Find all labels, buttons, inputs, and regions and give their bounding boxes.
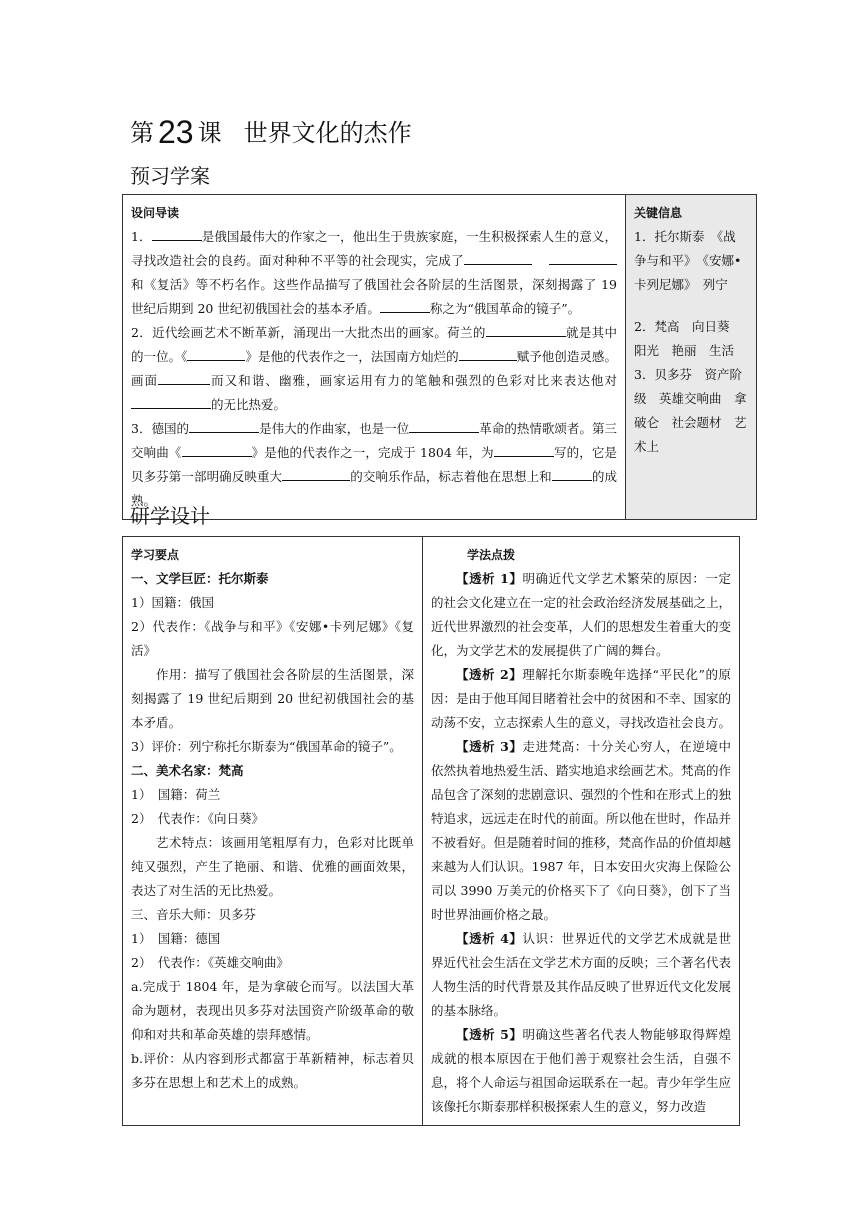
- blank[interactable]: [459, 345, 517, 361]
- lesson-subtitle: 世界文化的杰作: [243, 119, 412, 147]
- blank[interactable]: [486, 321, 566, 337]
- analysis-5: 【透析 5】明确这些著名代表人物能够取得辉煌成就的根本原因在于他们善于观察社会生活，自强不息，将个人命运与祖国命运联系在一起。青少年学生应该像托尔斯泰那样积极探索人生的意义，努力改造: [431, 1027, 732, 1114]
- section-2-nationality: 1） 国籍：荷兰: [131, 787, 221, 802]
- key-info-heading: 关键信息: [634, 206, 683, 220]
- blank[interactable]: [409, 417, 479, 433]
- blank[interactable]: [282, 465, 350, 481]
- study-points-cell: [123, 537, 423, 1126]
- blank[interactable]: [494, 441, 554, 457]
- blank[interactable]: [152, 225, 202, 241]
- study-points-heading: 学习要点: [131, 548, 180, 562]
- section-3-note-b: b.评价：从内容到形式都富于革新精神，标志着贝多芬在思想上和艺术上的成熟。: [131, 1051, 414, 1090]
- question-2: 2．近代绘画艺术不断革新，涌现出一大批杰出的画家。荷兰的 就是其中的一位。《 》是他的代表作之一，法国南方灿烂的 赋予他创造灵感。画面 而又和谐、幽雅，画家运用有力的笔触和强烈的色彩对比来表达他对的无比热爱。: [131, 321, 617, 417]
- preview-table: [122, 194, 757, 520]
- section-1-title: 一、文学巨匠：托尔斯泰: [131, 571, 269, 586]
- section-2-works: 2） 代表作：《向日葵》: [131, 811, 264, 826]
- blank[interactable]: [552, 465, 592, 481]
- method-tips-cell: [423, 537, 740, 1126]
- title-suffix: 课: [197, 119, 222, 147]
- blank[interactable]: [380, 297, 430, 313]
- key-info-1: 1．托尔斯泰 《战争与和平》 《安娜•卡列尼娜》 列宁: [634, 229, 742, 292]
- blank[interactable]: [182, 441, 252, 457]
- section-1-evaluation: 3）评价：列宁称托尔斯泰为“俄国革命的镜子”。: [131, 739, 402, 754]
- question-guide-heading: 设问导读: [131, 206, 180, 220]
- study-table: [122, 536, 740, 1126]
- blank[interactable]: [187, 345, 245, 361]
- lesson-title: [130, 112, 412, 149]
- section-3-works: 2） 代表作：《英雄交响曲》: [131, 955, 289, 970]
- key-info-2: 2．梵高 向日葵 阳光 艳丽 生活: [634, 319, 742, 358]
- section-2-features: 艺术特点：该画用笔粗厚有力，色彩对比既单纯又强烈，产生了艳丽、和谐、优雅的画面效果，表达了对生活的无比热爱。: [131, 835, 414, 898]
- blank[interactable]: [189, 417, 259, 433]
- study-section-title: 研学设计: [130, 504, 210, 528]
- analysis-2: 【透析 2】理解托尔斯泰晚年选择“平民化”的原因：是由于他耳闻目睹着社会中的贫困和不幸、国家的动荡不安，立志探索人生的意义，寻找改造社会良方。: [431, 667, 732, 730]
- lesson-number: 23: [158, 114, 194, 150]
- blank[interactable]: [131, 393, 211, 409]
- key-info-3: 3．贝多芬 资产阶级 英雄交响曲 拿破仑 社会题材 艺术上: [634, 367, 747, 454]
- question-guide-cell: [123, 195, 626, 520]
- question-3: 3．德国的 是伟大的作曲家，也是一位 革命的热情歌颂者。第三交响曲《 》是他的代表作之一，完成于 1804 年，为 写的，它是贝多芬第一部明确反映重大 的交响乐作品，标志着他在思想上和 的成熟。: [131, 417, 617, 513]
- blank[interactable]: [464, 249, 532, 265]
- section-1-works: 2）代表作：《战争与和平》《安娜•卡列尼娜》《复活》: [131, 619, 414, 658]
- key-info-cell: [626, 195, 757, 520]
- method-tips-heading: 学法点拨: [467, 548, 516, 562]
- title-prefix: 第: [130, 119, 154, 147]
- section-2-title: 二、美术名家：梵高: [131, 763, 244, 778]
- blank[interactable]: [158, 369, 210, 385]
- section-1-role: 作用：描写了俄国社会各阶层的生活图景，深刻揭露了 19 世纪后期到 20 世纪初俄国社会的基本矛盾。: [131, 667, 414, 730]
- blank[interactable]: [549, 249, 617, 265]
- analysis-4: 【透析 4】认识：世界近代的文学艺术成就是世界近代社会生活在文学艺术方面的反映；三个著名代表人物生活的时代背景及其作品反映了世界近代文化发展的基本脉络。: [431, 931, 732, 1018]
- section-3-nationality: 1） 国籍：德国: [131, 931, 221, 946]
- question-1: 1． 是俄国最伟大的作家之一，他出生于贵族家庭，一生积极探索人生的意义，寻找改造社会的良药。面对种种不平等的社会现实，完成了 和《复活》等不朽名作。这些作品描写了俄国社会各阶层的生活图景，深刻揭露了 19 世纪后期到 20 世纪初俄国社会的基本矛盾。 称之为“俄国革命的镜子”。: [131, 225, 617, 321]
- preview-section-title: 预习学案: [130, 164, 210, 188]
- section-3-title: 三、音乐大师：贝多芬: [131, 907, 257, 922]
- analysis-1: 【透析 1】明确近代文学艺术繁荣的原因：一定的社会文化建立在一定的社会政治经济发展基础之上，近代世界激烈的社会变革，人们的思想发生着重大的变化，为文学艺术的发展提供了广阔的舞台。: [431, 571, 732, 658]
- analysis-3: 【透析 3】走进梵高：十分关心穷人，在逆境中依然执着地热爱生活、踏实地追求绘画艺术。梵高的作品包含了深刻的悲剧意识、强烈的个性和在形式上的独特追求，远远走在时代的前面。所以他在世时，作品并不被看好。但是随着时间的推移，梵高作品的价值却越来越为人们认识。1987 年，日本安田火灾海上保险公司以 3990 万美元的价格买下了《向日葵》，创下了当时世界油画价格之最。: [431, 739, 732, 922]
- section-3-note-a: a.完成于 1804 年，是为拿破仑而写。以法国大革命为题材，表现出贝多芬对法国资产阶级革命的敬仰和对共和革命英雄的崇拜感情。: [131, 979, 414, 1042]
- section-1-nationality: 1）国籍：俄国: [131, 595, 214, 610]
